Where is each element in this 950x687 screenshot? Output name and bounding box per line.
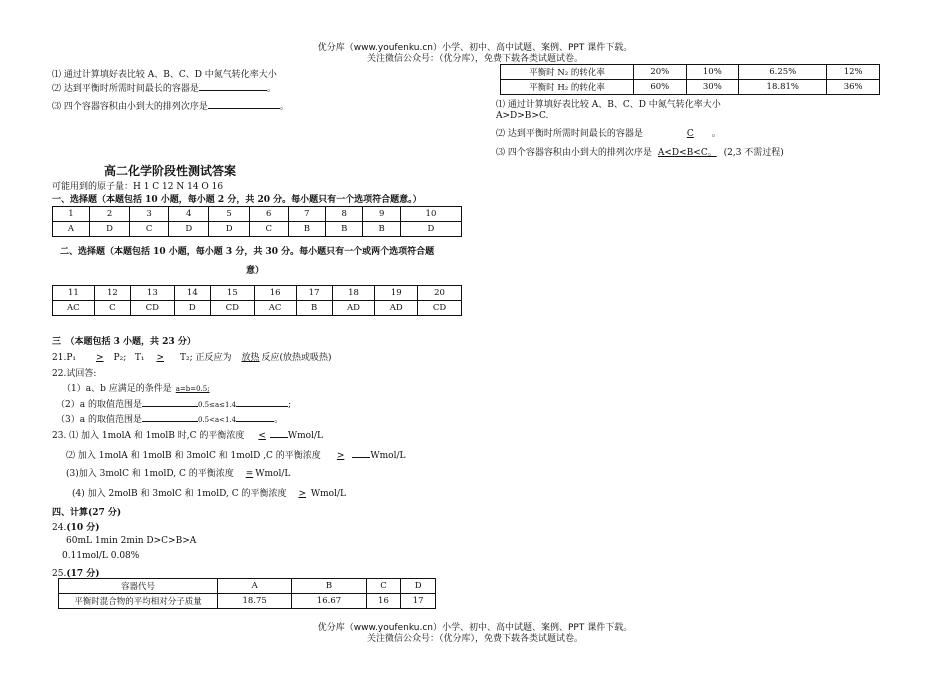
- question-number-cell: 11: [53, 286, 95, 301]
- answer-cell: AD: [375, 301, 418, 316]
- section2-heading: 二、选择题（本题包括 10 小题，每小题 3 分，共 30 分。每小题只有一个或两个选项符合题: [60, 247, 435, 257]
- answer-cell: D: [169, 222, 209, 237]
- answer-cell: AD: [332, 301, 375, 316]
- question-number-cell: 10: [400, 207, 461, 222]
- question-number-cell: 1: [53, 207, 90, 222]
- q24-line2: 0.11mol/L 0.08%: [62, 551, 140, 561]
- right-a1: ⑴ 通过计算填好表比较 A、B、C、D 中氮气转化率大小: [496, 100, 721, 110]
- answer-cell: D: [89, 222, 129, 237]
- question-number-cell: 4: [169, 207, 209, 222]
- table-row: 平衡时混合物的平均相对分子质量 18.75 16.67 16 17: [59, 594, 436, 609]
- question-number-cell: 14: [174, 286, 210, 301]
- answer-cell: B: [296, 301, 332, 316]
- table-row: 平衡时 N₂ 的转化率 20% 10% 6.25% 12%: [501, 65, 880, 80]
- table-row: 平衡时 H₂ 的转化率 60% 30% 18.81% 36%: [501, 80, 880, 95]
- question-number-cell: 7: [288, 207, 325, 222]
- question-number-cell: 13: [130, 286, 174, 301]
- section3-heading: 三 （本题包括 3 小题，共 23 分）: [52, 337, 196, 347]
- answer-cell: C: [249, 222, 288, 237]
- question-number-cell: 12: [94, 286, 130, 301]
- right-a3: ⑶ 四个容器容积由小到大的排列次序是 A<D<B<C。 (2,3 不需过程): [496, 148, 784, 158]
- left-q1: ⑴ 通过计算填好表比较 A、B、C、D 中氮气转化率大小: [52, 70, 277, 80]
- page-footer-line2: 关注微信公众号：（优分库），免费下载各类试题试卷。: [366, 634, 583, 644]
- q24-line1: 60mL 1min 2min D>C>B>A: [66, 536, 197, 546]
- section1-heading: 一、选择题（本题包括 10 小题，每小题 2 分，共 20 分。每小题只有一个选项符合题意。）: [52, 195, 422, 205]
- answer-title: 高二化学阶段性测试答案: [104, 164, 237, 178]
- table-row: [53, 286, 462, 301]
- question-number-cell: 3: [130, 207, 169, 222]
- answer-cell: CD: [210, 301, 254, 316]
- q23-4: (4) 加入 2molB 和 3molC 和 1molD, C 的平衡浓度 > Wmol/L: [72, 489, 346, 499]
- question-number-cell: 20: [418, 286, 462, 301]
- table-row: [53, 207, 462, 222]
- left-q3: ⑶ 四个容器容积由小到大的排列次序是 。: [52, 99, 289, 112]
- question-number-cell: 17: [296, 286, 332, 301]
- answer-cell: C: [130, 222, 169, 237]
- section4-heading: 四、计算(27 分): [52, 508, 122, 518]
- answer-cell: B: [326, 222, 363, 237]
- answer-cell: AC: [53, 301, 95, 316]
- page-footer-line1: 优分库（www.youfenku.cn）小学、初中、高中试题、案例、PPT 课件下载。: [317, 623, 633, 633]
- table-row: [53, 222, 462, 237]
- answer-cell: A: [53, 222, 90, 237]
- q23-3: (3)加入 3molC 和 1molD, C 的平衡浓度 = Wmol/L: [66, 469, 291, 479]
- answer-cell: C: [94, 301, 130, 316]
- answer-cell: B: [288, 222, 325, 237]
- answer-cell: AC: [254, 301, 296, 316]
- answer-cell: D: [209, 222, 249, 237]
- answer-cell: CD: [130, 301, 174, 316]
- question-number-cell: 5: [209, 207, 249, 222]
- answer-cell: B: [363, 222, 400, 237]
- q22-2: （2）a 的取值范围是 0.5≤a≤1.4 ;: [56, 397, 291, 410]
- page-header-line2: 关注微信公众号：（优分库），免费下载各类试题试卷。: [366, 54, 583, 64]
- question-number-cell: 6: [249, 207, 288, 222]
- question-number-cell: 2: [89, 207, 129, 222]
- q21: 21.P₁ > P₂; T₁ > T₂; 正反应为 放热 反应(放热或吸热): [52, 353, 332, 363]
- molecular-weight-table: [58, 578, 436, 609]
- q24: 24.(10 分): [52, 523, 100, 533]
- q22: 22.试回答:: [52, 369, 97, 379]
- page-header-line1: 优分库（www.youfenku.cn）小学、初中、高中试题、案例、PPT 课件下载。: [317, 43, 633, 53]
- q23-2: ⑵ 加入 1molA 和 1molB 和 3molC 和 1molD ,C 的平衡浓度 > Wmol/L: [66, 448, 405, 461]
- q22-1: （1）a、b 应满足的条件是 a=b=0.5;: [62, 384, 210, 394]
- answer-cell: D: [174, 301, 210, 316]
- section2-answer-table: [52, 285, 462, 316]
- section2-heading-cont: 意）: [246, 266, 265, 276]
- table-row: [53, 301, 462, 316]
- question-number-cell: 8: [326, 207, 363, 222]
- right-a2: ⑵ 达到平衡时所需时间最长的容器是 C 。: [496, 129, 721, 139]
- conversion-table: [500, 64, 880, 95]
- atomic-weights: 可能用到的原子量：H 1 C 12 N 14 O 16: [52, 182, 224, 192]
- question-number-cell: 18: [332, 286, 375, 301]
- section1-answer-table: [52, 206, 462, 237]
- answer-cell: D: [400, 222, 461, 237]
- question-number-cell: 15: [210, 286, 254, 301]
- q25: 25.(17 分): [52, 569, 100, 579]
- question-number-cell: 9: [363, 207, 400, 222]
- table-row: 容器代号 A B C D: [59, 579, 436, 594]
- q22-3: （3）a 的取值范围是 0.5<a<1.4 。: [56, 412, 283, 425]
- question-number-cell: 16: [254, 286, 296, 301]
- left-q2: ⑵ 达到平衡时所需时间最长的容器是 。: [52, 81, 276, 94]
- question-number-cell: 19: [375, 286, 418, 301]
- q23-1: 23. ⑴ 加入 1molA 和 1molB 时,C 的平衡浓度 < Wmol/L: [52, 428, 323, 441]
- right-a1-answer: A>D>B>C.: [496, 111, 549, 121]
- answer-cell: CD: [418, 301, 462, 316]
